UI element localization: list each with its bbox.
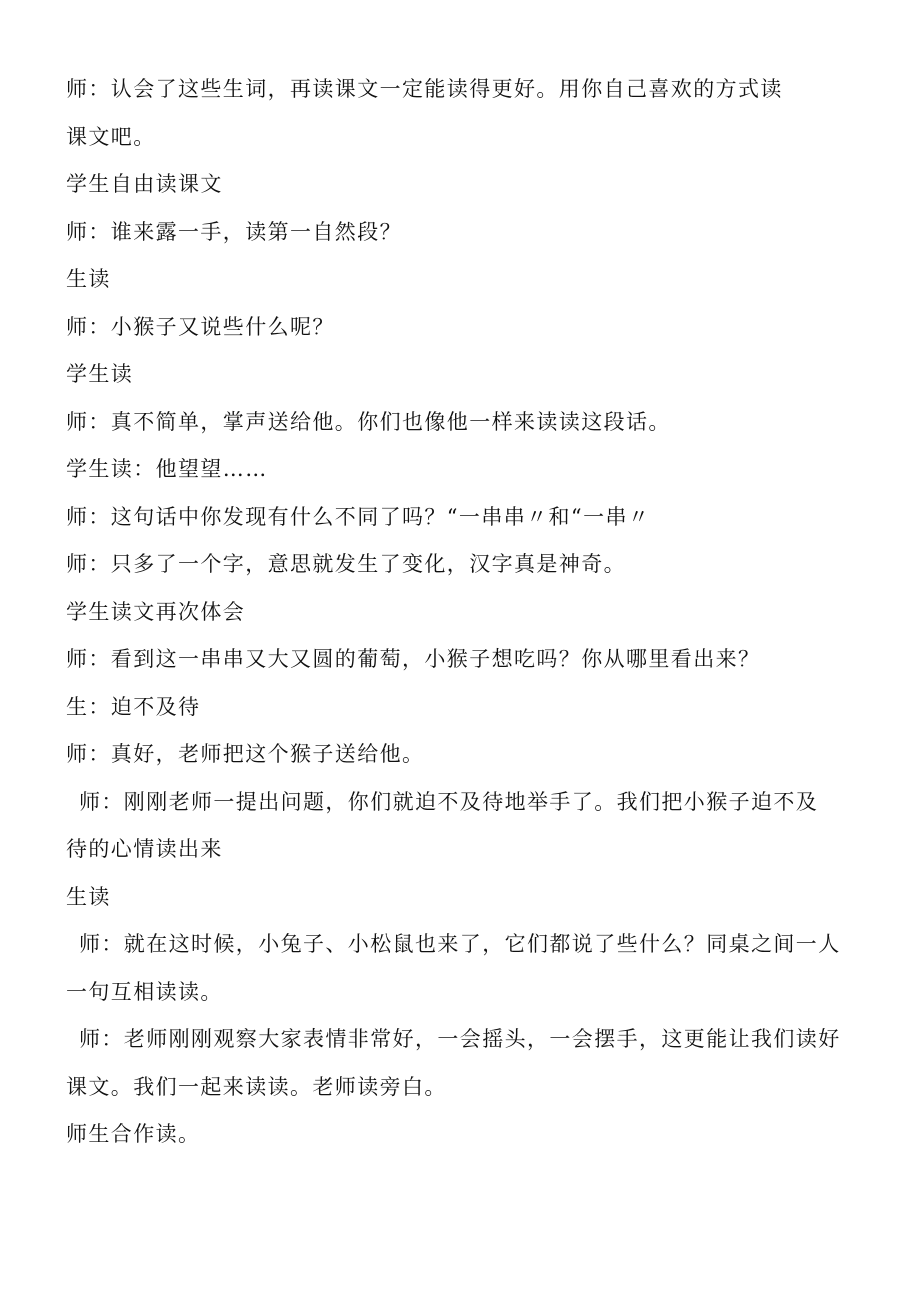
text-line: 学生读: [66, 362, 134, 386]
text-line: 师：真好，老师把这个猴子送给他。: [66, 742, 425, 766]
text-line: 师：只多了一个字，意思就发生了变化，汉字真是神奇。: [66, 552, 626, 576]
text-line: 学生读文再次体会: [66, 599, 246, 624]
paragraph: [66, 351, 866, 399]
text-line: 师：这句话中你发现有什么不同了吗？“一串串〃和“一串〃: [66, 504, 651, 529]
paragraph: [66, 1111, 866, 1159]
text-line: 一句互相读读。: [66, 979, 223, 1004]
text-line: 师生合作读。: [66, 1122, 201, 1146]
paragraph: [66, 541, 866, 589]
paragraph: [66, 684, 866, 732]
paragraph: [66, 779, 866, 874]
text-line: 师：就在这时候，小兔子、小松鼠也来了，它们都说了些什么？同桌之间一人: [79, 932, 841, 956]
paragraph: [66, 731, 866, 779]
text-line: 师：认会了这些生词，再读课文一定能读得更好。用你自己喜欢的方式读: [66, 77, 783, 101]
paragraph: [66, 446, 866, 494]
text-line: 学生读：他望望……: [66, 457, 268, 481]
text-line: 生：迫不及待: [66, 694, 201, 719]
paragraph: [66, 494, 866, 542]
text-line: 师：真不简单，掌声送给他。你们也像他一样来读读这段话。: [66, 409, 671, 434]
text-line: 生读: [66, 267, 111, 291]
paragraph: [66, 921, 866, 1016]
text-line: 师：刚刚老师一提出问题，你们就迫不及待地举手了。我们把小猴子迫不及: [79, 789, 819, 814]
paragraph: [66, 161, 866, 209]
text-line: 课文。我们一起来读读。老师读旁白。: [66, 1074, 447, 1099]
text-line: 师：看到这一串串又大又圆的葡萄，小猴子想吃吗？你从哪里看出来？: [66, 647, 761, 671]
paragraph: [66, 636, 866, 684]
text-line: 待的心情读出来: [66, 837, 223, 861]
text-line: 师：谁来露一手，读第一自然段？: [66, 219, 402, 244]
paragraph: [66, 874, 866, 922]
text-line: 学生自由读课文: [66, 172, 223, 196]
paragraph: [66, 209, 866, 257]
document-body: [66, 66, 866, 1159]
paragraph: [66, 399, 866, 447]
text-line: 师：小猴子又说些什么呢？: [66, 314, 335, 339]
text-line: 课文吧。: [66, 124, 156, 149]
paragraph: [66, 1016, 866, 1111]
text-line: 师：老师刚刚观察大家表情非常好，一会摇头，一会摆手，这更能让我们读好: [79, 1027, 841, 1051]
paragraph: [66, 256, 866, 304]
paragraph: [66, 66, 866, 161]
text-line: 生读: [66, 884, 111, 909]
paragraph: [66, 589, 866, 637]
paragraph: [66, 304, 866, 352]
